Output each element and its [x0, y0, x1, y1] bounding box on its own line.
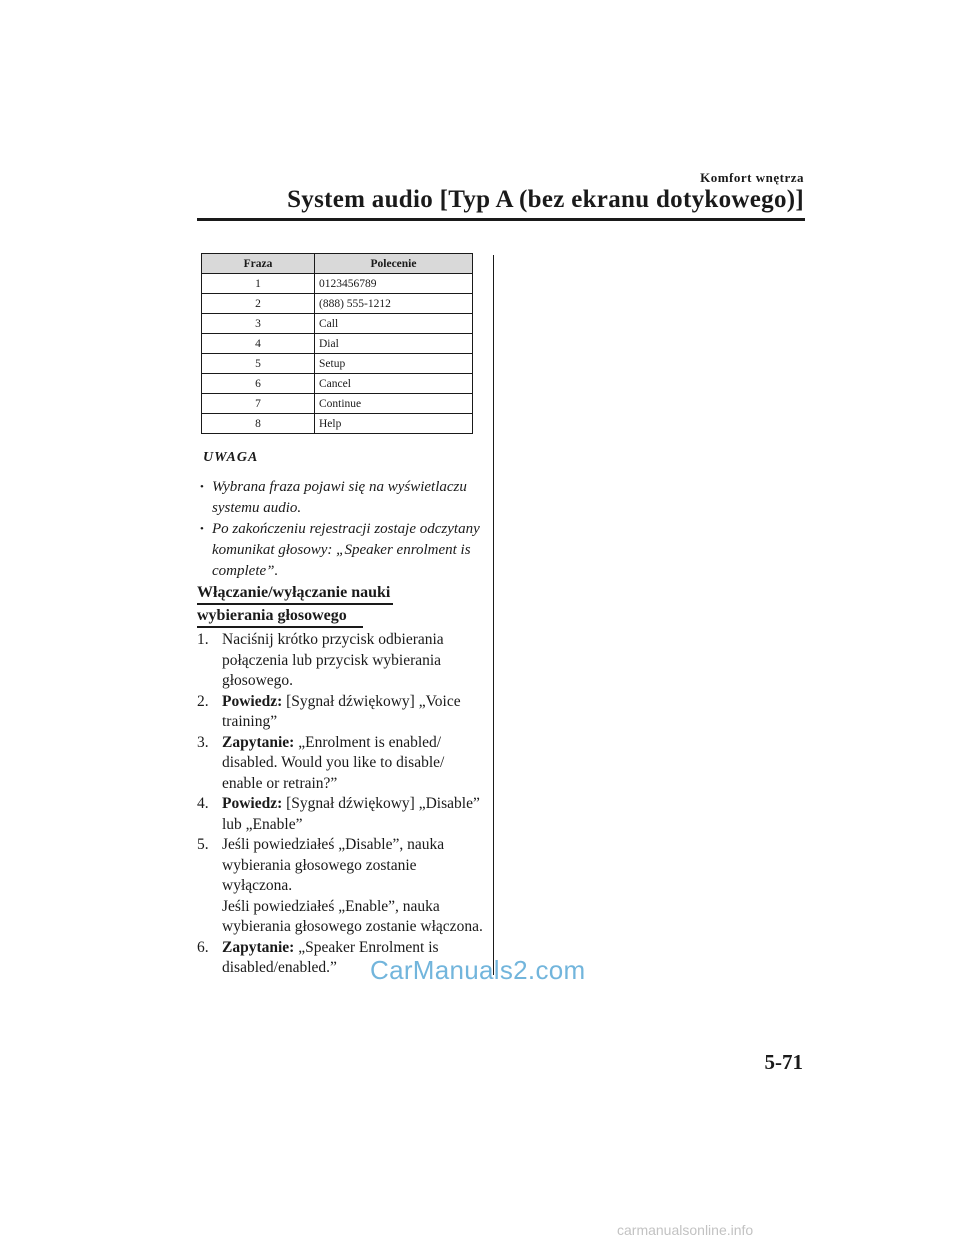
table-row [202, 354, 473, 374]
table-row [202, 334, 473, 354]
table-header-row [202, 254, 473, 274]
step-item [197, 630, 487, 692]
table-row [202, 394, 473, 414]
table-cell-command: 0123456789 [315, 274, 473, 294]
section-heading [197, 582, 393, 628]
step-text: „Speaker Enrolment is disabled/enabled.” [222, 938, 439, 976]
table-cell-command: Continue [315, 394, 473, 414]
table-cell-command: Dial [315, 334, 473, 354]
step-text: Jeśli powiedziałeś „Disable”, nauka wybierania głosowego zostanie wyłączona. [222, 836, 445, 894]
step-text-wrap [222, 733, 487, 795]
table-cell-phrase: 2 [202, 294, 315, 314]
table-row [202, 294, 473, 314]
table-cell-command: (888) 555-1212 [315, 294, 473, 314]
table-cell-command: Cancel [315, 374, 473, 394]
step-text: Naciśnij krótko przycisk odbierania połączenia lub przycisk wybierania głosowego. [222, 631, 444, 689]
note-title: UWAGA [203, 450, 259, 465]
page-number: 5-71 [764, 1050, 803, 1074]
table-cell-phrase: 1 [202, 274, 315, 294]
column-divider [493, 255, 494, 975]
step-text: [Sygnał dźwiękowy] „Disable” lub „Enable” [222, 795, 480, 833]
table-row [202, 414, 473, 434]
table-cell-command: Call [315, 314, 473, 334]
step-text-wrap [222, 692, 487, 733]
section-heading-line: wybierania głosowego [197, 605, 363, 628]
step-text: „Enrolment is enabled/ disabled. Would you like to disable/ enable or retrain?” [222, 733, 445, 792]
table-cell-phrase: 8 [202, 414, 315, 434]
table-cell-phrase: 6 [202, 374, 315, 394]
table-cell-phrase: 7 [202, 394, 315, 414]
step-number: 1. [197, 631, 209, 648]
table-cell-phrase: 3 [202, 314, 315, 334]
step-item [197, 733, 487, 795]
step-label: Zapytanie: [222, 938, 295, 956]
step-item [197, 835, 487, 938]
phrase-table [201, 253, 473, 434]
step-number: 4. [197, 795, 209, 812]
step-item [197, 692, 487, 733]
note-item: • Po zakończeniu rejestracji zostaje odczytany komunikat głosowy: „Speaker enrolment is complete”. [200, 519, 490, 582]
section-heading-line: Włączanie/wyłączanie nauki [197, 582, 393, 605]
chapter-subtitle: Komfort wnętrza [700, 170, 804, 185]
step-label: Powiedz: [222, 795, 283, 812]
page-title: System audio [Typ A (bez ekranu dotykowego)] [287, 186, 804, 213]
table-header-command: Polecenie [315, 254, 473, 274]
note-item: • Wybrana fraza pojawi się na wyświetlaczu systemu audio. [200, 477, 490, 519]
table-cell-phrase: 4 [202, 334, 315, 354]
table-row [202, 274, 473, 294]
step-label: Zapytanie: [222, 733, 295, 751]
table-cell-phrase: 5 [202, 354, 315, 374]
footer-watermark: carmanualsonline.info [617, 1222, 754, 1238]
step-label: Powiedz: [222, 692, 283, 710]
steps-list [197, 630, 487, 979]
step-text-wrap [222, 630, 487, 692]
note-list [200, 477, 490, 582]
step-item [197, 794, 487, 835]
table-cell-command: Setup [315, 354, 473, 374]
table-header-phrase: Fraza [202, 254, 315, 274]
table-cell-command: Help [315, 414, 473, 434]
header-rule [197, 218, 805, 221]
step-text-wrap [222, 794, 487, 835]
table-row [202, 314, 473, 334]
step-number: 6. [197, 938, 209, 956]
step-text: [Sygnał dźwiękowy] „Voice training” [222, 692, 461, 730]
watermark-logo: CarManuals2.com [370, 955, 586, 985]
table-row [202, 374, 473, 394]
step-number: 2. [197, 692, 209, 710]
step-text-wrap [222, 835, 487, 938]
step-number: 5. [197, 836, 209, 853]
step-text: Jeśli powiedziałeś „Enable”, nauka wybierania głosowego zostanie włączona. [222, 897, 483, 935]
step-number: 3. [197, 733, 209, 751]
